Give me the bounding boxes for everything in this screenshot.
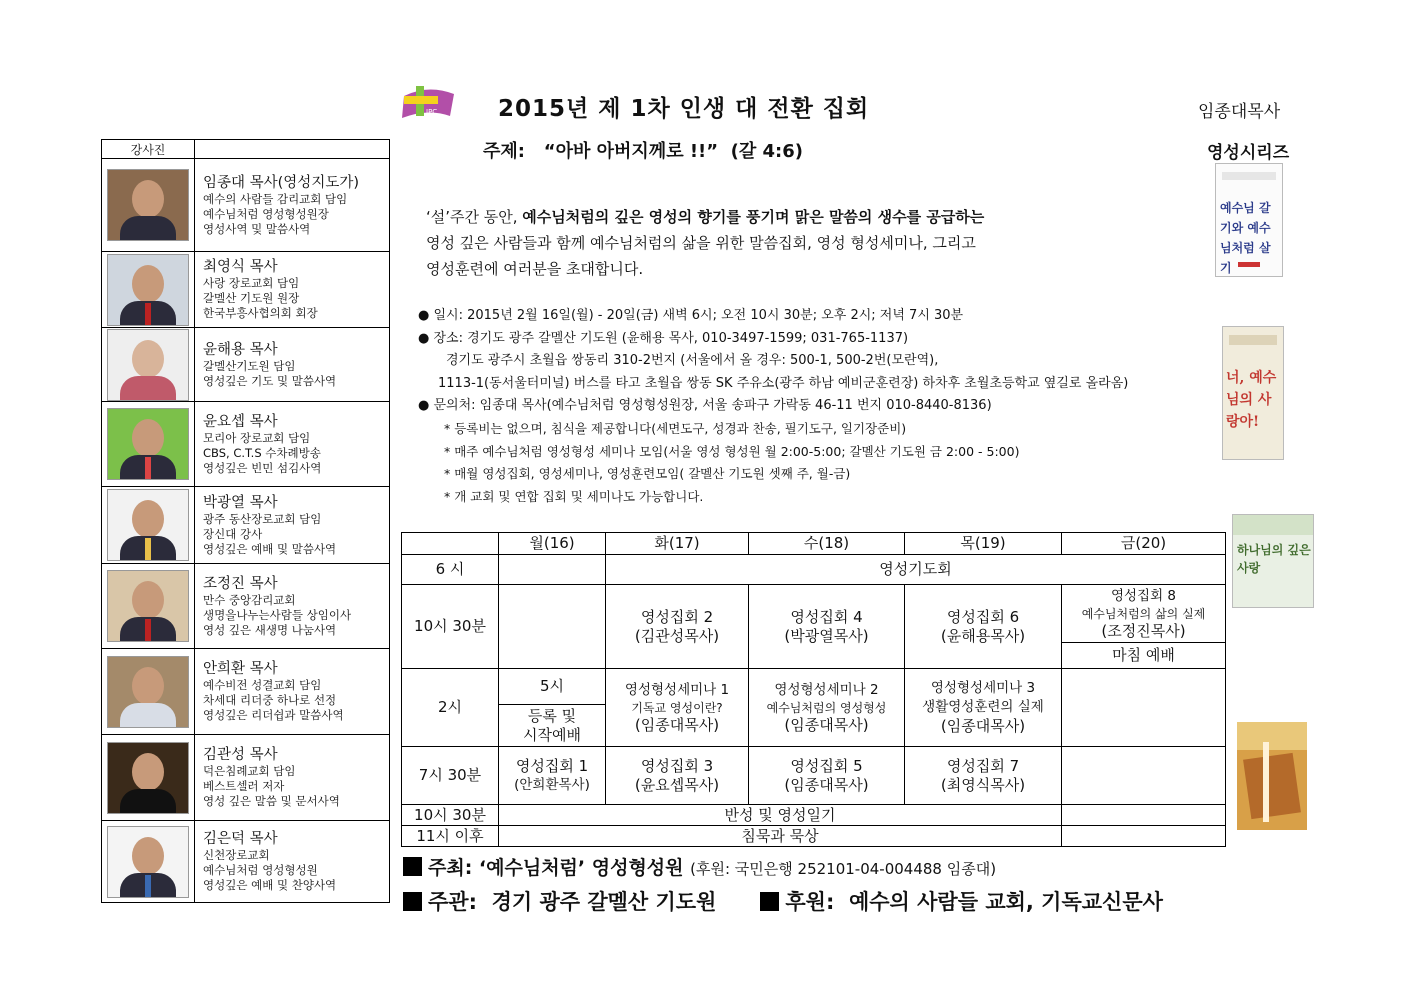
session-cell: 영성집회 4 (박광열목사) — [749, 585, 905, 669]
speaker-detail: 사랑 장로교회 담임 — [203, 276, 300, 290]
session-cell: 영성집회 7 (최영식목사) — [905, 747, 1062, 805]
speaker-name: 임종대 목사(영성지도가) — [203, 174, 359, 191]
speaker-name: 안희환 목사 — [203, 661, 278, 677]
speakers-table — [101, 139, 390, 903]
event-note: * 개 교회 및 연합 집회 및 세미나도 가능합니다. — [444, 488, 704, 504]
speaker-name: 김은덕 목사 — [203, 831, 278, 847]
author-label: 임종대목사 — [1198, 102, 1281, 122]
speaker-name: 최영식 목사 — [203, 259, 278, 275]
session-cell: 등록 및 시작예배 — [499, 705, 606, 747]
speaker-name: 윤해용 목사 — [203, 341, 278, 358]
event-note: * 매월 영성집회, 영성세미나, 영성훈련모임( 갈멜산 기도원 셋째 주, 월-금) — [444, 466, 851, 482]
session-cell: 영성집회 8 예수님처럼의 삶의 실제 (조정진목사) — [1062, 585, 1226, 643]
session-cell: 마침 예배 — [1062, 643, 1226, 669]
session-cell: 영성집회 1 (안희환목사) — [499, 747, 606, 805]
event-place: ● 장소: 경기도 광주 갈멜산 기도원 (윤해용 목사, 010-3497-1599; 031-765-1137) — [418, 330, 909, 346]
intro-paragraph — [426, 204, 1126, 282]
theme-line: 주제: “아바 아버지께로 !!” (갈 4:6) — [483, 141, 803, 162]
day-header: 화(17) — [606, 533, 749, 555]
day-header: 월(16) — [499, 533, 606, 555]
square-bullet-icon — [760, 892, 779, 911]
speaker-detail: 장신대 강사 — [203, 526, 263, 541]
speaker-detail: 생명을나누는사람들 상임이사 — [203, 607, 352, 622]
speaker-detail: 영성깊은 리더쉽과 말씀사역 — [203, 708, 344, 722]
session-cell: 반성 및 영성일기 — [499, 805, 1062, 826]
session-cell: 영성형성세미나 3 생활영성훈련의 실제 (임종대목사) — [905, 669, 1062, 747]
intro-text: ‘설’주간 동안, — [426, 208, 523, 226]
time-cell: 10시 30분 — [402, 805, 499, 826]
speaker-photo — [107, 408, 189, 480]
session-cell: 영성형성세미나 1 기독교 영성이란? (임종대목사) — [606, 669, 749, 747]
speaker-row — [102, 402, 390, 487]
event-address: 1113-1(동서울터미널) 버스를 타고 초월읍 쌍동 SK 주유소(광주 하남 예비군훈련장) 하차후 초월초등학교 옆길로 올라옴) — [438, 375, 1129, 391]
session-cell: 5시 — [499, 669, 606, 705]
speaker-photo — [107, 826, 189, 898]
speaker-name: 김관성 목사 — [203, 747, 278, 763]
speaker-detail: 덕은침례교회 담임 — [203, 764, 296, 778]
time-cell: 2시 — [402, 669, 499, 747]
speaker-detail: 광주 동산장로교회 담임 — [203, 511, 322, 526]
schedule-table — [401, 532, 1226, 847]
time-cell: 11시 이후 — [402, 826, 499, 847]
speaker-detail: 영성사역 및 말씀사역 — [203, 221, 311, 236]
speaker-photo — [107, 570, 189, 642]
intro-text: 영성 깊은 사람들과 함께 예수님처럼의 삶을 위한 말씀집회, 영성 형성세미나, 그리고 — [426, 234, 976, 252]
time-cell: 6 시 — [402, 555, 499, 585]
square-bullet-icon — [403, 857, 422, 876]
speaker-detail: 차세대 리더중 하나로 선정 — [203, 693, 337, 707]
speaker-name: 윤요셉 목사 — [203, 413, 278, 430]
speaker-detail: 만수 중앙감리교회 — [203, 592, 296, 607]
session-cell: 영성집회 6 (윤해용목사) — [905, 585, 1062, 669]
speaker-photo — [107, 254, 189, 326]
speaker-detail: 갈멜산 기도원 원장 — [203, 291, 300, 305]
speaker-detail: 한국부흥사협의회 회장 — [203, 306, 318, 320]
speaker-photo — [107, 329, 189, 401]
session-cell: 영성집회 3 (윤요셉목사) — [606, 747, 749, 805]
session-cell: 영성형성세미나 2 예수님처럼의 영성형성 (임종대목사) — [749, 669, 905, 747]
speaker-detail: 갈멜산기도원 담임 — [203, 358, 296, 373]
series-label: 영성시리즈 — [1207, 143, 1290, 163]
session-cell: 영성집회 2 (김관성목사) — [606, 585, 749, 669]
intro-emphasis: 예수님처럼의 깊은 영성의 향기를 풍기며 맑은 말씀의 생수를 공급하는 — [522, 208, 985, 226]
event-note: * 등록비는 없으며, 침식을 제공합니다(세면도구, 성경과 찬송, 필기도구, 일기장준비) — [444, 420, 907, 436]
session-cell: 영성집회 5 (임종대목사) — [749, 747, 905, 805]
speaker-detail: 예수님처럼 영성형성원장 — [203, 206, 329, 221]
session-cell: 침묵과 묵상 — [499, 826, 1062, 847]
speaker-photo — [107, 489, 189, 561]
jpc-logo — [398, 82, 456, 120]
speaker-row — [102, 159, 390, 252]
speaker-row — [102, 821, 390, 903]
speaker-row — [102, 252, 390, 328]
square-bullet-icon — [403, 892, 422, 911]
speaker-photo — [107, 742, 189, 814]
time-cell: 10시 30분 — [402, 585, 499, 669]
speaker-detail: 영성깊은 예배 및 말씀사역 — [203, 541, 337, 556]
speaker-photo — [107, 656, 189, 728]
speaker-detail: 영성 깊은 새생명 나눔사역 — [203, 622, 337, 637]
speaker-row — [102, 328, 390, 402]
page-title: 2015년 제 1차 인생 대 전환 집회 — [498, 96, 870, 122]
intro-text: 영성훈련에 여러분을 초대합니다. — [426, 260, 644, 278]
speaker-row — [102, 735, 390, 821]
day-header: 목(19) — [905, 533, 1062, 555]
event-contact: ● 문의처: 임종대 목사(예수님처럼 영성형성원장, 서울 송파구 가락동 46-11 번지 010-8440-8136) — [418, 398, 992, 414]
speaker-row — [102, 487, 390, 564]
book-cover-image — [1237, 722, 1307, 830]
book-cover: 너, 예수님의 사랑아! — [1222, 326, 1284, 460]
footer-organizer: 주관: 경기 광주 갈멜산 기도원 후원: 예수의 사람들 교회, 기독교신문사 — [403, 886, 1163, 916]
speakers-header: 강사진 — [102, 140, 195, 159]
footer-host: 주최: ‘예수님처럼’ 영성형성원 (후원: 국민은행 252101-04-004488 임종대) — [403, 853, 996, 880]
event-address: 경기도 광주시 초월읍 쌍동리 310-2번지 (서울에서 올 경우: 500-1, 500-2번(모란역), — [446, 353, 939, 369]
speaker-detail: 영성 깊은 말씀 및 문서사역 — [203, 794, 340, 808]
speaker-detail: 영성깊은 예배 및 찬양사역 — [203, 878, 337, 892]
speaker-name: 조정진 목사 — [203, 575, 278, 592]
day-header: 수(18) — [749, 533, 905, 555]
day-header: 금(20) — [1062, 533, 1226, 555]
speaker-detail: 영성깊은 빈민 섬김사역 — [203, 460, 322, 475]
speaker-detail: 베스트셀러 저자 — [203, 779, 285, 793]
logo-text: JPC — [426, 108, 438, 116]
speaker-row — [102, 564, 390, 649]
speaker-name: 박광열 목사 — [203, 494, 278, 511]
book-cover: 예수님 갈기와 예수님처럼 살기 — [1215, 163, 1283, 277]
speaker-detail: 모리아 장로교회 담임 — [203, 430, 311, 445]
speaker-row — [102, 649, 390, 735]
speaker-detail: 신천장로교회 — [203, 848, 270, 862]
speaker-photo — [107, 169, 189, 241]
speaker-detail: 예수의 사람들 감리교회 담임 — [203, 191, 348, 206]
speaker-detail: 영성깊은 기도 및 말씀사역 — [203, 373, 337, 388]
event-info — [418, 305, 1208, 508]
speaker-detail: 예수비전 성결교회 담임 — [203, 678, 322, 692]
event-date: ● 일시: 2015년 2월 16일(월) - 20일(금) 새벽 6시; 오전 10시 30분; 오후 2시; 저녁 7시 30분 — [418, 308, 964, 323]
event-note: * 매주 예수님처럼 영성형성 세미나 모임(서울 영성 형성원 월 2:00-5:00; 갈멜산 기도원 금 2:00 - 5:00) — [444, 443, 1020, 459]
book-cover: 하나님의 깊은사랑 — [1232, 514, 1314, 608]
speaker-detail: 예수님처럼 영성형성원 — [203, 863, 318, 877]
speaker-detail: CBS, C.T.S 수차례방송 — [203, 445, 321, 460]
time-cell: 7시 30분 — [402, 747, 499, 805]
session-cell: 영성기도회 — [606, 555, 1226, 585]
